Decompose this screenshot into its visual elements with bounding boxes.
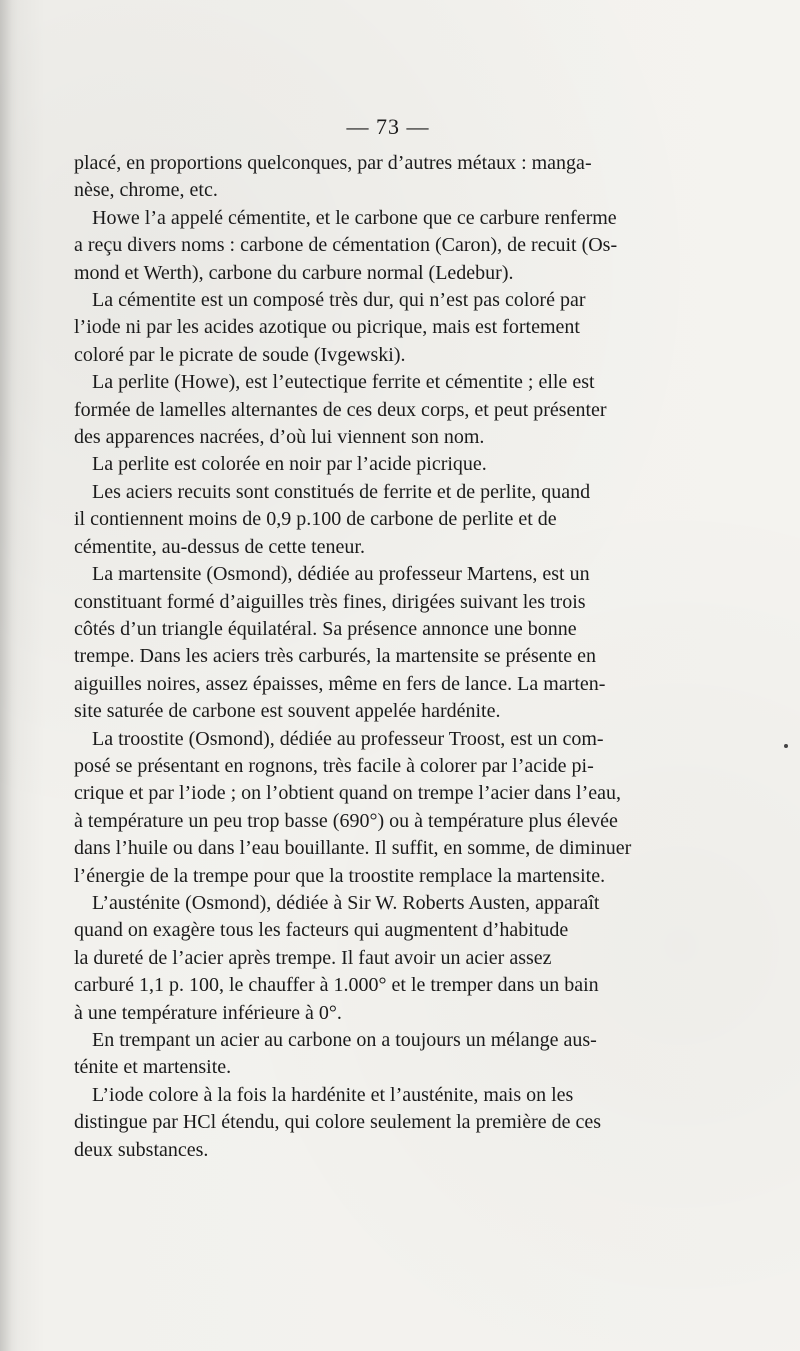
- text-line: quand on exagère tous les facteurs qui augmentent d’habitude: [74, 919, 569, 942]
- text-line: L’austénite (Osmond), dédiée à Sir W. Roberts Austen, apparaît: [92, 891, 600, 914]
- text-line: Howe l’a appelé cémentite, et le carbone que ce carbure renferme: [92, 206, 617, 229]
- text-line: La perlite est colorée en noir par l’acide picrique.: [92, 453, 487, 476]
- text-line: La cémentite est un composé très dur, qui n’est pas coloré par: [92, 289, 586, 312]
- text-line: En trempant un acier au carbone on a toujours un mélange aus-: [92, 1029, 597, 1051]
- text-line: à température un peu trop basse (690°) ou à température plus élevée: [74, 809, 618, 832]
- text-line: carburé 1,1 p. 100, le chauffer à 1.000° et le tremper dans un bain: [74, 974, 599, 997]
- text-line: Les aciers recuits sont constitués de ferrite et de perlite, quand: [92, 480, 591, 503]
- text-line: distingue par HCl étendu, qui colore seulement la première de ces: [74, 1111, 602, 1134]
- text-line: cémentite, au-dessus de cette teneur.: [74, 535, 365, 558]
- text-line: L’iode colore à la fois la hardénite et l’austénite, mais on les: [92, 1083, 574, 1106]
- text-line: ténite et martensite.: [74, 1056, 232, 1079]
- text-line: aiguilles noires, assez épaisses, même en fers de lance. La marten-: [74, 672, 606, 695]
- text-line: mond et Werth), carbone du carbure normal (Ledebur).: [74, 261, 514, 284]
- text-line: La troostite (Osmond), dédiée au professeur Troost, est un com-: [92, 727, 604, 750]
- text-line: crique et par l’iode ; on l’obtient quand on trempe l’acier dans l’eau,: [74, 782, 622, 805]
- text-line: a reçu divers noms : carbone de cémentation (Caron), de recuit (Os-: [74, 234, 618, 257]
- text-line: dans l’huile ou dans l’eau bouillante. Il suffit, en somme, de diminuer: [74, 837, 632, 860]
- text-line: formée de lamelles alternantes de ces deux corps, et peut présenter: [74, 398, 607, 421]
- text-line: coloré par le picrate de soude (Ivgewski).: [74, 343, 406, 366]
- body-text: [74, 150, 708, 1164]
- text-line: La martensite (Osmond), dédiée au professeur Martens, est un: [92, 563, 590, 586]
- text-line: nèse, chrome, etc.: [74, 179, 218, 202]
- text-line: il contiennent moins de 0,9 p.100 de carbone de perlite et de: [74, 508, 557, 531]
- text-line: la dureté de l’acier après trempe. Il faut avoir un acier assez: [74, 946, 552, 969]
- text-line: l’iode ni par les acides azotique ou picrique, mais est fortement: [74, 316, 580, 339]
- page-gutter-shadow: [0, 0, 12, 1351]
- text-line: à une température inférieure à 0°.: [74, 1001, 342, 1024]
- text-line: trempe. Dans les aciers très carburés, la martensite se présente en: [74, 645, 596, 668]
- text-line: posé se présentant en rognons, très facile à colorer par l’acide pi-: [74, 754, 594, 777]
- text-line: constituant formé d’aiguilles très fines, dirigées suivant les trois: [74, 590, 586, 613]
- text-line: deux substances.: [74, 1138, 209, 1161]
- text-line: des apparences nacrées, d’où lui viennent son nom.: [74, 426, 485, 449]
- page-number: — 73 —: [346, 114, 430, 139]
- text-line: côtés d’un triangle équilatéral. Sa présence annonce une bonne: [74, 617, 577, 640]
- text-line: site saturée de carbone est souvent appelée hardénite.: [74, 700, 501, 723]
- text-line: placé, en proportions quelconques, par d’autres métaux : manga-: [74, 152, 592, 174]
- text-line: La perlite (Howe), est l’eutectique ferrite et cémentite ; elle est: [92, 371, 595, 394]
- text-line: l’énergie de la trempe pour que la troostite remplace la martensite.: [74, 864, 606, 887]
- ink-speck: [784, 744, 788, 748]
